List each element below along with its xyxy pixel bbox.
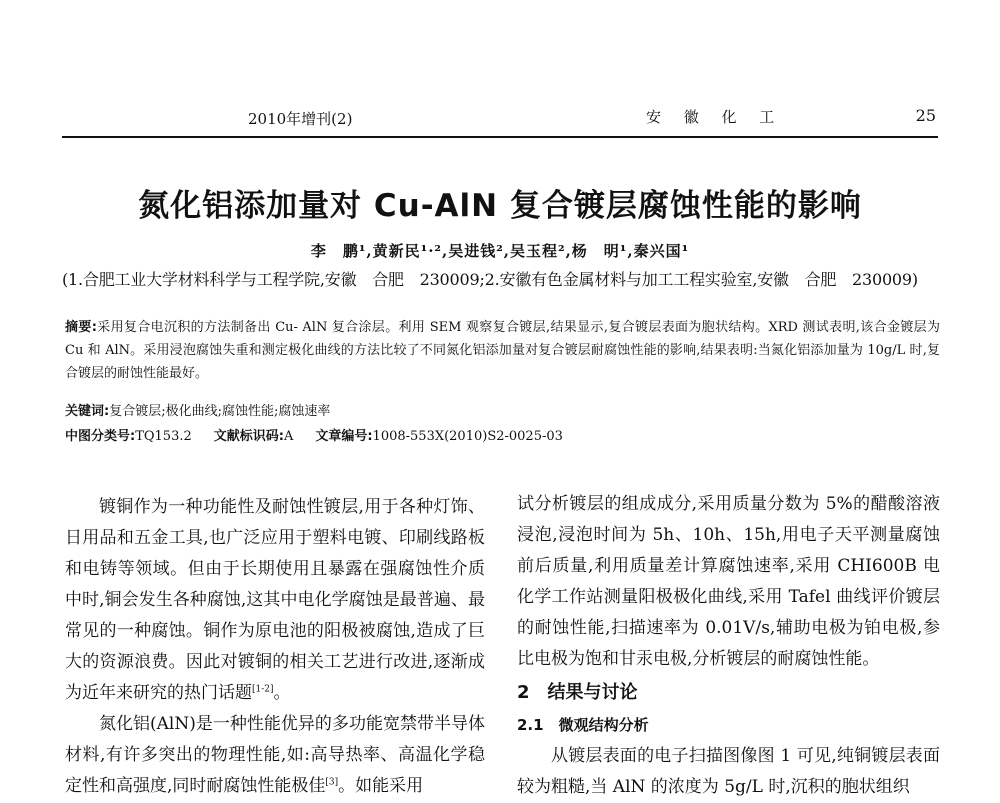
section-heading: 2 结果与讨论	[517, 682, 638, 703]
classification-line	[65, 425, 563, 444]
clc-label: 中图分类号:	[65, 429, 136, 444]
body-paragraph: 从镀层表面的电子扫描图像图 1 可见,纯铜镀层表面较为粗糙,当 AlN 的浓度为 5g/L 时,沉积的胞状组织	[517, 746, 940, 797]
body-paragraph	[65, 709, 485, 802]
doc-code-label: 文献标识码:	[213, 429, 284, 444]
body-paragraph: 试分析镀层的组成成分,采用质量分数为 5%的醋酸溶液浸泡,浸泡时间为 5h、10h、15h,用电子天平测量腐蚀前后质量,利用质量差计算腐蚀速率,采用 CHI600B 电化学工作站测量阳极极化曲线,采用 Tafel 曲线评价镀层的耐蚀性能,扫描速率为 0.01V/s,辅助电极为铂电极,参比电极为饱和甘汞电极,分析镀层的耐腐蚀性能。	[517, 494, 940, 669]
right-column	[517, 489, 940, 803]
author-list: 李 鹏¹,黄新民¹·²,吴进钱²,吴玉程²,杨 明¹,秦兴国¹	[310, 242, 690, 260]
affiliations: (1.合肥工业大学材料科学与工程学院,安徽 合肥 230009;2.安徽有色金属材料与加工工程实验室,安徽 合肥 230009)	[62, 270, 918, 289]
abstract-text: 采用复合电沉积的方法制备出 Cu- AlN 复合涂层。利用 SEM 观察复合镀层,结果显示,复合镀层表面为胞状结构。XRD 测试表明,该合金镀层为 Cu 和 AlN。采用浸泡腐蚀失重和测定极化曲线的方法比较了不同氮化铝添加量对复合镀层耐腐蚀性能的影响,结果表明:当氮化铝添加量为 10g/L 时,复合镀层的耐蚀性能最好。	[65, 320, 941, 381]
clc-value: TQ153.2	[135, 429, 192, 444]
paragraph-text: 氮化铝(AlN)是一种性能优异的多功能宽禁带半导体材料,有许多突出的物理性能,如:高导热率、高温化学稳定性和高强度,同时耐腐蚀性能极佳	[65, 714, 485, 796]
issue-label: 2010年增刊(2)	[248, 110, 353, 128]
page-number: 25	[915, 106, 936, 125]
keywords	[65, 400, 330, 419]
paragraph-text: 。	[273, 683, 291, 703]
paragraph-text: 镀铜作为一种功能性及耐蚀性镀层,用于各种灯饰、日用品和五金工具,也广泛应用于塑料电镀、印刷线路板和电铸等领域。但由于长期使用且暴露在强腐蚀性介质中时,铜会发生各种腐蚀,这其中电化学腐蚀是最普遍、最常见的一种腐蚀。铜作为原电池的阳极被腐蚀,造成了巨大的资源浪费。因此对镀铜的相关工艺进行改进,逐渐成为近年来研究的热门话题	[65, 497, 485, 703]
left-column	[65, 492, 485, 802]
article-number-label: 文章编号:	[315, 429, 373, 444]
keywords-label: 关键词:	[65, 404, 110, 419]
journal-name: 安 徽 化 工	[646, 108, 784, 126]
paper-title: 氮化铝添加量对 Cu-AlN 复合镀层腐蚀性能的影响	[138, 188, 862, 224]
abstract-label: 摘要:	[65, 320, 97, 335]
page-header	[62, 100, 938, 138]
abstract	[65, 316, 940, 385]
paragraph-text: 。如能采用	[338, 776, 424, 796]
subsection-heading: 2.1 微观结构分析	[517, 716, 649, 734]
body-paragraph	[65, 492, 485, 709]
citation: [1-2]	[252, 684, 274, 695]
keywords-text: 复合镀层;极化曲线;腐蚀性能;腐蚀速率	[109, 404, 331, 419]
citation: [3]	[325, 777, 339, 788]
article-number-value: 1008-553X(2010)S2-0025-03	[372, 429, 563, 444]
doc-code-value: A	[283, 429, 294, 444]
